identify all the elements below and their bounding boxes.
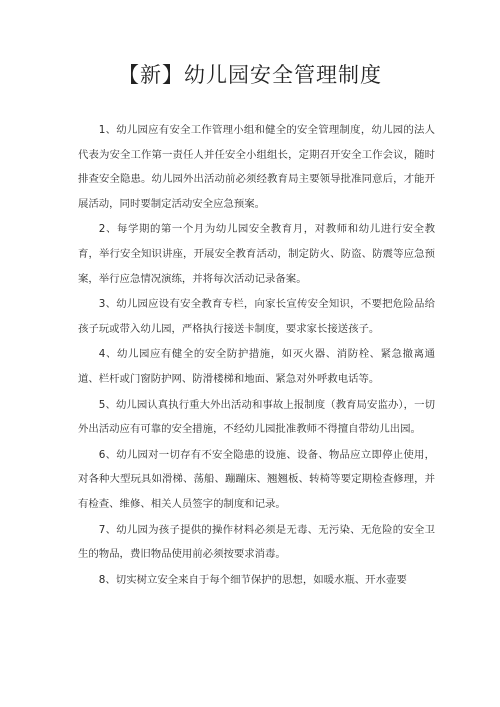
paragraph-8: 8、切实树立安全来自于每个细节保护的思想，如暖水瓶、开水壶要 [98,573,407,586]
paragraph-5: 5、幼儿园认真执行重大外出活动和事故上报制度（教育局安监办），一切外出活动应有可靠的安全措施，不经幼儿园批准教师不得擅自带幼儿出园。 [78,398,435,436]
document-title: 【新】幼儿园安全管理制度 [118,63,382,87]
paragraph-2: 2、每学期的第一个月为幼儿园安全教育月，对教师和幼儿进行安全教育，举行安全知识讲座，开展安全教育活动，制定防火、防盗、防震等应急预案，举行应急情况演练，并将每次活动记录备案。 [78,223,435,285]
paragraph-4: 4、幼儿园应有健全的安全防护措施，如灭火器、消防栓、紧急撤离通道、栏杆或门窗防护网、防滑楼梯和地面、紧急对外呼救电话等。 [78,348,435,385]
paragraph-3: 3、幼儿园应设有安全教育专栏，向家长宣传安全知识，不要把危险品给孩子玩或带入幼儿园，严格执行接送卡制度，要求家长接送孩子。 [78,298,435,335]
document-body [78,118,435,592]
paragraph-7: 7、幼儿园为孩子提供的操作材料必须是无毒、无污染、无危险的安全卫生的物品，费旧物品使用前必须按要求消毒。 [78,523,435,561]
paragraph-1: 1、幼儿园应有安全工作管理小组和健全的安全管理制度，幼儿园的法人代表为安全工作第一责任人并任安全小组组长，定期召开安全工作会议，随时排查安全隐患。幼儿园外出活动前必须经教育局主要领导批准同意后，才能开展活动，同时要制定活动安全应急预案。 [78,124,435,210]
paragraph-6: 6、幼儿园对一切存有不安全隐患的设施、设备、物品应立即停止使用，对各种大型玩具如滑梯、荡船、蹦蹦床、翘翘板、转椅等要定期检查修理，并有检查、维修、相关人员签字的制度和记录。 [78,448,435,510]
